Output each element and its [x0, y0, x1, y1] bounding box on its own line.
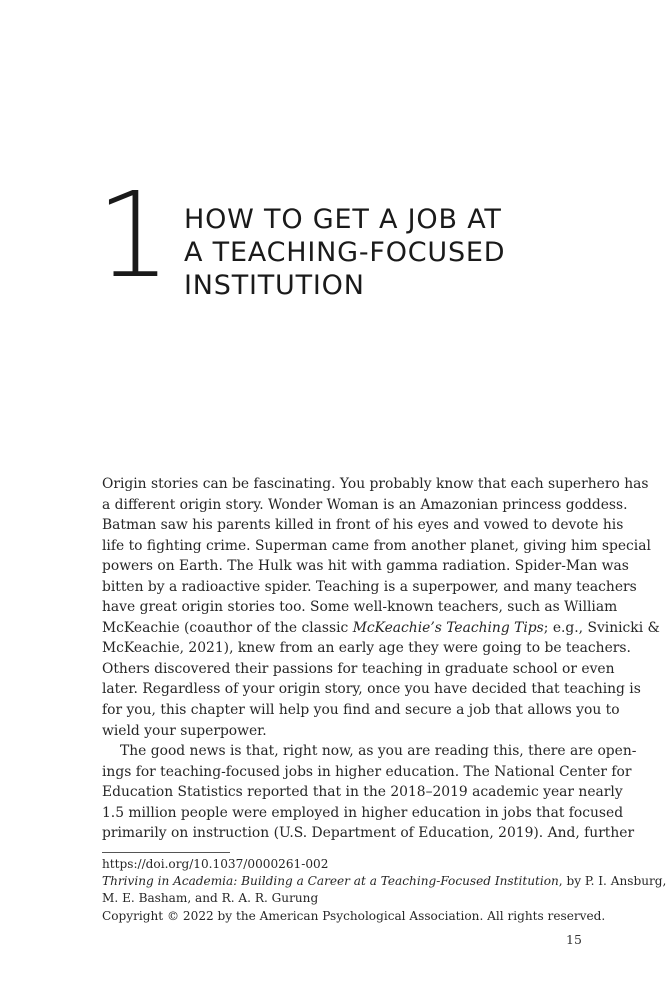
copyright-notice: Copyright © 2022 by the American Psychological Association. All rights reserved.: [102, 908, 606, 923]
authors-line: M. E. Basham, and R. A. R. Gurung: [102, 891, 319, 906]
text-line: a different origin story. Wonder Woman is an Amazonian princess goddess.: [102, 496, 628, 513]
paragraph: [102, 741, 637, 844]
doi-link[interactable]: https://doi.org/10.1037/0000261-002: [102, 857, 329, 871]
text-segment: ; e.g., Svinicki &: [543, 619, 660, 636]
book-title: Thriving in Academia: [102, 874, 234, 889]
text-line: 1.5 million people were employed in higher education in jobs that focused: [102, 804, 624, 821]
text-line: life to fighting crime. Superman came from another planet, giving him special: [102, 537, 651, 554]
text-line: bitten by a radioactive spider. Teaching is a superpower, and many teachers: [102, 578, 637, 595]
text-line: ings for teaching-focused jobs in higher education. The National Center for: [102, 763, 632, 780]
chapter-title-line: INSTITUTION: [184, 270, 365, 301]
text-line: McKeachie, 2021), knew from an early age they were going to be teachers.: [102, 640, 631, 657]
text-line: later. Regardless of your origin story, once you have decided that teaching is: [102, 681, 641, 698]
chapter-title-line: A TEACHING-FOCUSED: [184, 237, 506, 268]
page-number: 15: [566, 932, 582, 947]
chapter-title: [184, 203, 604, 302]
text-line: The good news is that, right now, as you are reading this, there are open-: [120, 743, 637, 760]
book-subtitle: : Building a Career at a Teaching-Focused Institution: [233, 874, 559, 889]
chapter-title-line: HOW TO GET A JOB AT: [184, 204, 502, 235]
chapter-number: 1: [96, 166, 170, 304]
text-line: Education Statistics reported that in the 2018–2019 academic year nearly: [102, 784, 623, 801]
text-line: for you, this chapter will help you find and secure a job that allows you to: [102, 702, 620, 719]
authors: , by P. I. Ansburg,: [558, 874, 666, 889]
text-line: [102, 618, 660, 639]
body-text: [102, 474, 660, 844]
text-line: Batman saw his parents killed in front of his eyes and vowed to devote his: [102, 517, 624, 534]
text-line: primarily on instruction (U.S. Department of Education, 2019). And, further: [102, 825, 635, 842]
book-title-italic: McKeachie’s Teaching Tips: [352, 619, 544, 636]
text-line: wield your superpower.: [102, 722, 267, 739]
text-line: Origin stories can be fascinating. You probably know that each superhero has: [102, 476, 649, 492]
text-line: powers on Earth. The Hulk was hit with gamma radiation. Spider-Man was: [102, 558, 629, 575]
text-line: Others discovered their passions for teaching in graduate school or even: [102, 660, 615, 677]
citation-line: [102, 873, 666, 890]
text-line: have great origin stories too. Some well-known teachers, such as William: [102, 599, 618, 616]
footnote-divider: [102, 852, 230, 853]
footnotes: [102, 856, 666, 925]
text-segment: McKeachie (coauthor of the classic: [102, 619, 353, 636]
paragraph: [102, 474, 660, 741]
